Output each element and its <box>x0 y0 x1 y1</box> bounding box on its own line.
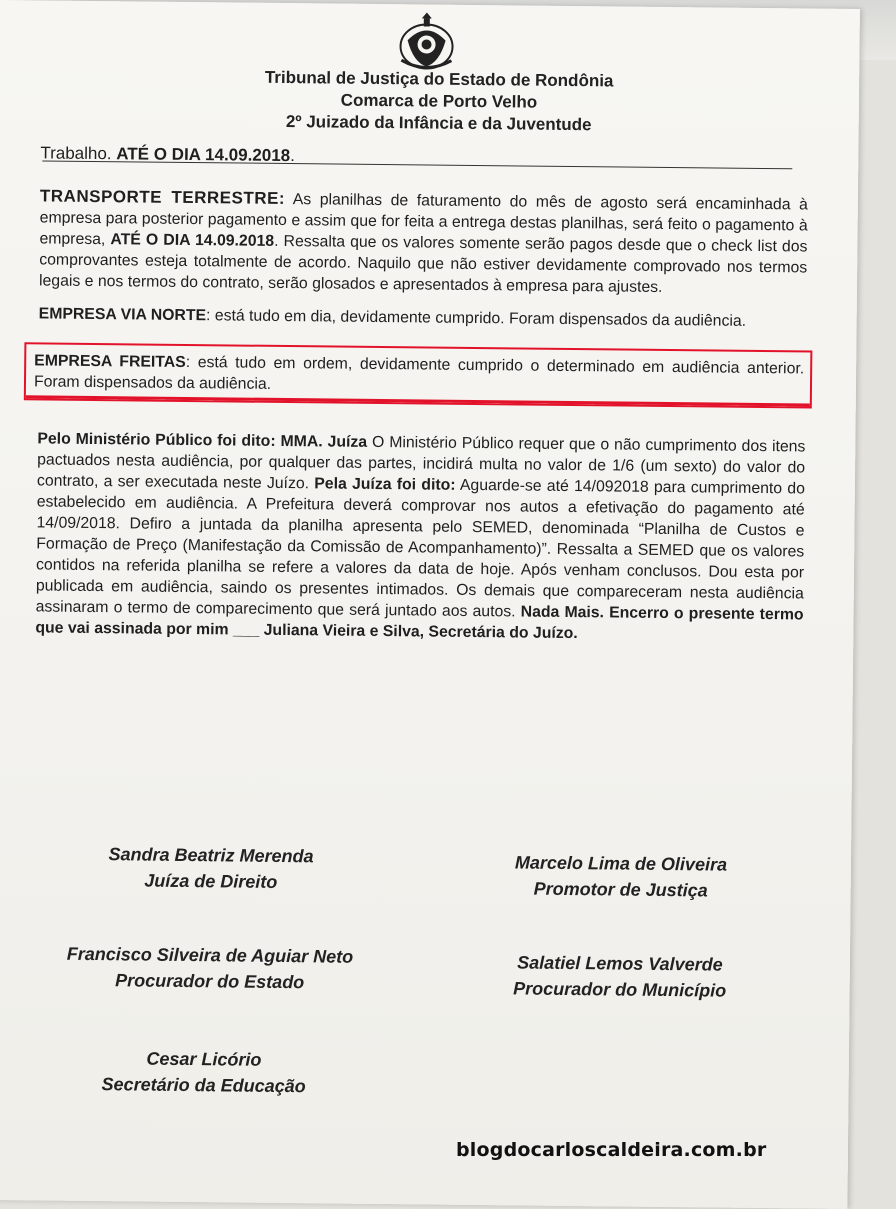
header-comarca: Comarca de Porto Velho <box>340 90 538 112</box>
section-label: Pelo Ministério Público foi dito: MMA. Juíza <box>37 430 368 451</box>
signature-promotor <box>471 849 772 904</box>
paragraph-text: O Ministério Público requer que o não cumprimento dos itens pactuados nesta audiência, por qualquer das partes, incidirá multa no valor de 1/6 (um sexto) do valor do contrato, a ser executada neste Juízo. <box>36 433 806 493</box>
signature-procurador-estado <box>40 940 381 996</box>
blog-watermark: blogdocarloscaldeira.com.br <box>456 1139 767 1161</box>
signature-role: Secretário da Educação <box>101 1074 306 1097</box>
paragraph-text: Trabalho. <box>40 143 117 164</box>
signature-secretario-educacao <box>59 1045 350 1100</box>
header-court-name: Tribunal de Justiça do Estado de Rondônia <box>264 67 614 91</box>
document-body <box>35 142 808 646</box>
signature-name: Francisco Silveira de Aguiar Neto <box>66 943 354 967</box>
paragraph-text: . <box>290 146 296 166</box>
paragraph-text: . Ressalta que os valores somente serão pagos desde que o check list dos comprovantes esteja totalmente de acordo. Naquilo que não estiver devidamente comprovado nos termos legais e nos termos do contrato, serão glosados e apresentados à empresa para ajustes. <box>38 232 808 296</box>
signature-role: Juíza de Direito <box>144 870 278 892</box>
closing-statement: Nada Mais. Encerro o presente termo que vai assinada por mim ___ Juliana Vieira e Silva, Secretária do Juízo. <box>35 603 804 643</box>
paragraph-ministerio-publico <box>35 428 805 646</box>
section-label: EMPRESA FREITAS <box>34 352 186 371</box>
signature-procurador-municipio <box>460 949 781 1004</box>
signature-name: Salatiel Lemos Valverde <box>517 952 723 975</box>
section-label: EMPRESA VIA NORTE <box>38 305 207 325</box>
signature-name: Marcelo Lima de Oliveira <box>514 852 728 875</box>
paragraph-text: : está tudo em dia, devidamente cumprido. Foram dispensados da audiência. <box>205 307 747 330</box>
section-label: Pela Juíza foi dito: <box>314 475 456 494</box>
header-juizado: 2º Juizado da Infância e da Juventude <box>285 112 592 135</box>
paragraph-text: Aguarde-se até 14/092018 para cumprimento do estabelecido em audiência. A Prefeitura deverá comprovar nos autos a efetivação do pagamento até 14/09/2018. Defiro a juntada da planilha apresenta pelo SEMED, denominada “Planilha de Custos e Formação de Preço (Manifestação da Comissão de Acompanhamento)”. Ressalta a SEMED que os valores contidos na referida planilha se refere a valores da data de hoje. Após venham conclusos. Dou esta por publicada em audiência, saindo os presentes intimados. Os demais que compareceram nesta audiência assinaram o termo de comparecimento que será juntado aos autos. <box>35 476 806 621</box>
signature-role: Procurador do Município <box>513 978 727 1001</box>
paragraph-text: : está tudo em ordem, devidamente cumprido o determinado em audiência anterior. Foram dispensados da audiência. <box>33 353 805 393</box>
deadline-text: ATÉ O DIA 14.09.2018 <box>110 231 275 250</box>
signature-role: Promotor de Justiça <box>533 878 708 901</box>
court-header <box>239 67 640 137</box>
coat-of-arms-icon <box>393 12 460 77</box>
signature-name: Cesar Licório <box>146 1048 262 1070</box>
signature-role: Procurador do Estado <box>115 970 305 993</box>
paragraph-text: As planilhas de faturamento do mês de agosto será encaminhada à empresa para posterior pagamento e assim que for feita a entrega destas planilhas, será feito o pagamento à empresa, <box>39 190 808 249</box>
signature-name: Sandra Beatriz Merenda <box>108 844 314 867</box>
signature-juiza <box>61 841 362 896</box>
section-label: TRANSPORTE TERRESTRE: <box>39 186 286 208</box>
deadline-text: ATÉ O DIA 14.09.2018 <box>116 144 291 166</box>
paragraph-transporte <box>39 185 808 299</box>
highlight-box <box>24 342 813 408</box>
paragraph-freitas <box>34 350 804 400</box>
